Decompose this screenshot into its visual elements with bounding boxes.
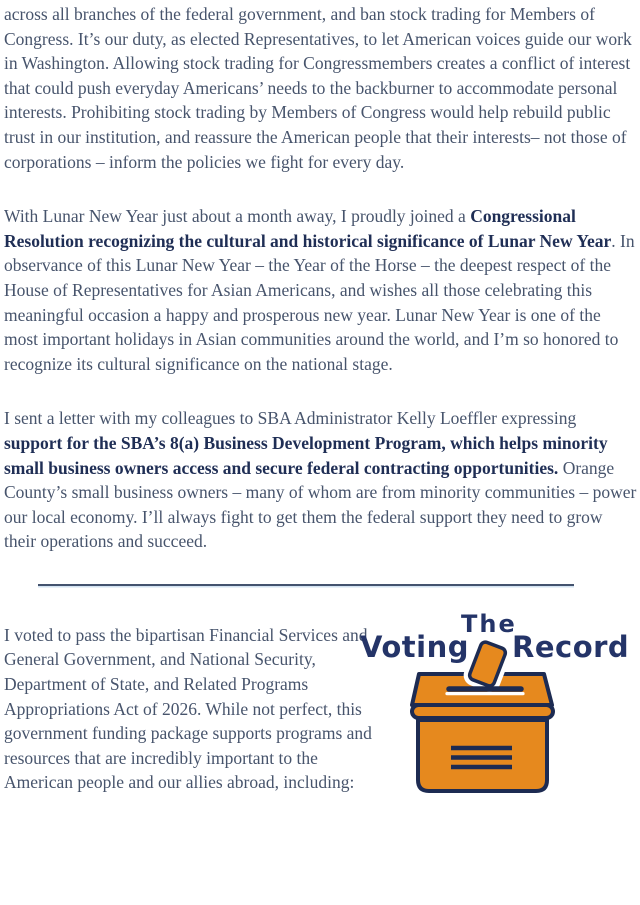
voting-record-logo <box>341 609 640 824</box>
paragraph-sba-letter: I sent a letter with my colleagues to SBA Administrator Kelly Loeffler expressing support for the SBA’s 8(a) Business Development Program, which helps minority small business owners access and secure federal contracting opportunities. Orange County’s small business owners – many of whom are from minority communities – power our local economy. I’ll always fight to get them the federal support they need to grow their operations and succeed. <box>4 408 637 552</box>
logo-word-the: The <box>461 609 517 638</box>
section-divider <box>38 584 574 586</box>
box-lid-rim <box>412 705 553 718</box>
paragraph-stock-trading: across all branches of the federal government, and ban stock trading for Members of Congress. It’s our duty, as elected Representatives, to let American voices guide our work in Washington. Allowing stock trading for Congressmembers creates a conflict of interest that could push everyday Americans’ needs to the backburner to accommodate personal interests. Prohibiting stock trading by Members of Congress would help rebuild public trust in our institution, and reassure the American people that their interests– not those of corporations – inform the policies we fight for every day. <box>4 4 632 172</box>
logo-word-voting: Voting <box>360 629 469 664</box>
voting-record-section <box>4 609 637 853</box>
paragraph-appropriations-vote: I voted to pass the bipartisan Financial Services and General Government, and National Security, Department of State, and Related Programs Appropriations Act of 2026. While not perfect, this government funding package supports programs and resources that are incredibly important to the American people and our allies abroad, including: <box>4 624 372 793</box>
ballot-paper-icon <box>468 641 507 688</box>
paragraph-lunar-new-year: With Lunar New Year just about a month away, I proudly joined a Congressional Resolution recognizing the cultural and historical significance of Lunar New Year. In observance of this Lunar New Year – the Year of the Horse – the deepest respect of the House of Representatives for Asian Americans, and wishes all those celebrating this meaningful occasion a happy and prosperous new year. Lunar New Year is one of the most important holidays in Asian communities around the world, and I’m so honored to recognize its cultural significance on the national stage. <box>4 206 635 374</box>
logo-word-record: Record <box>512 629 630 664</box>
article-text <box>4 2 637 554</box>
ballot-box-icon <box>404 636 564 806</box>
